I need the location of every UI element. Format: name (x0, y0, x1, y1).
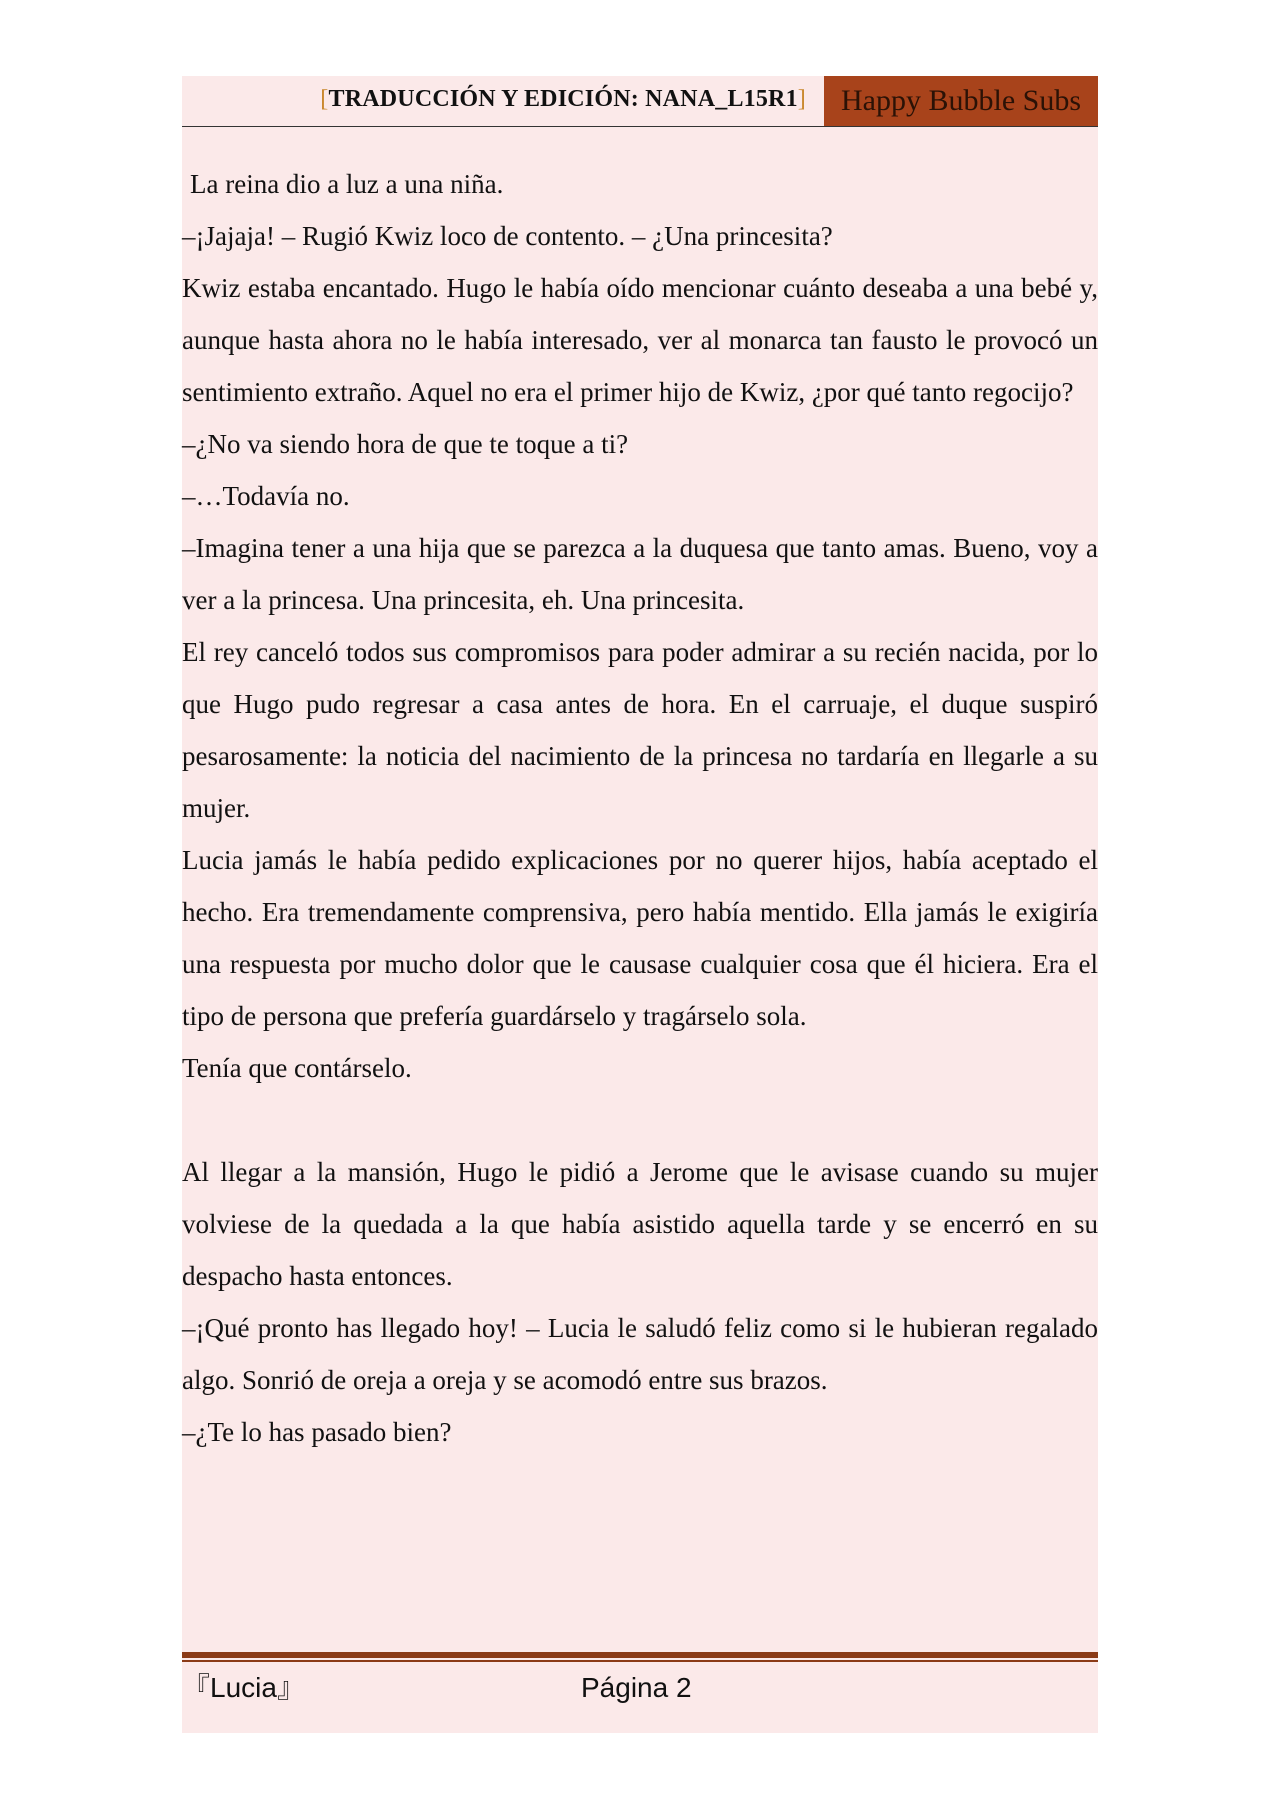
paragraph-spacer (182, 1094, 1098, 1146)
paragraph: –¿Te lo has pasado bien? (182, 1417, 452, 1447)
paragraph: Tenía que contárselo. (182, 1053, 412, 1083)
paragraph: –¡Jajaja! – Rugió Kwiz loco de contento. – ¿Una princesita? (182, 221, 833, 251)
credit-bracket-open: [ (320, 86, 329, 112)
paragraph: Al llegar a la mansión, Hugo le pidió a Jerome que le avisase cuando su mujer volviese de la quedada a la que había asistido aquella tarde y se encerró en su despacho hasta entonces. (182, 1157, 1098, 1291)
paragraph: La reina dio a luz a una niña. (190, 169, 504, 199)
paragraph: –¿No va siendo hora de que te toque a ti? (182, 429, 629, 459)
document-page (182, 76, 1098, 1733)
body-text (182, 158, 1098, 1458)
paragraph: Kwiz estaba encantado. Hugo le había oído mencionar cuánto deseaba a una bebé y, aunque hasta ahora no le había interesado, ver al monarca tan fausto le provocó un sentimiento extraño. Aquel no era el primer hijo de Kwiz, ¿por qué tanto regocijo? (182, 273, 1098, 407)
brand-label: Happy Bubble Subs (824, 76, 1098, 126)
page-header (182, 76, 1098, 127)
paragraph: –Imagina tener a una hija que se parezca a la duquesa que tanto amas. Bueno, voy a ver a la princesa. Una princesita, eh. Una princesita. (182, 533, 1098, 615)
translation-credit (320, 86, 806, 113)
paragraph: Lucia jamás le había pedido explicaciones por no querer hijos, había aceptado el hecho. Era tremendamente comprensiva, pero había mentido. Ella jamás le exigiría una respuesta por mucho dolor que le causase cualquier cosa que él hiciera. Era el tipo de persona que prefería guardárselo y tragárselo sola. (182, 845, 1098, 1031)
paragraph: –…Todavía no. (182, 481, 350, 511)
paragraph: El rey canceló todos sus compromisos para poder admirar a su recién nacida, por lo que Hugo pudo regresar a casa antes de hora. En el carruaje, el duque suspiró pesarosamente: la noticia del nacimiento de la princesa no tardaría en llegarle a su mujer. (182, 637, 1098, 823)
credit-bracket-close: ] (797, 86, 806, 112)
page-number: Página 2 (581, 1672, 692, 1703)
footer-book-title: 『Lucia』 (182, 1672, 305, 1703)
credit-text: TRADUCCIÓN Y EDICIÓN: NANA_L15R1 (328, 86, 798, 112)
paragraph: –¡Qué pronto has llegado hoy! – Lucia le saludó feliz como si le hubieran regalado algo. Sonrió de oreja a oreja y se acomodó entre sus brazos. (182, 1313, 1098, 1395)
footer-divider-thick (182, 1652, 1098, 1658)
footer-divider-thin (182, 1660, 1098, 1662)
